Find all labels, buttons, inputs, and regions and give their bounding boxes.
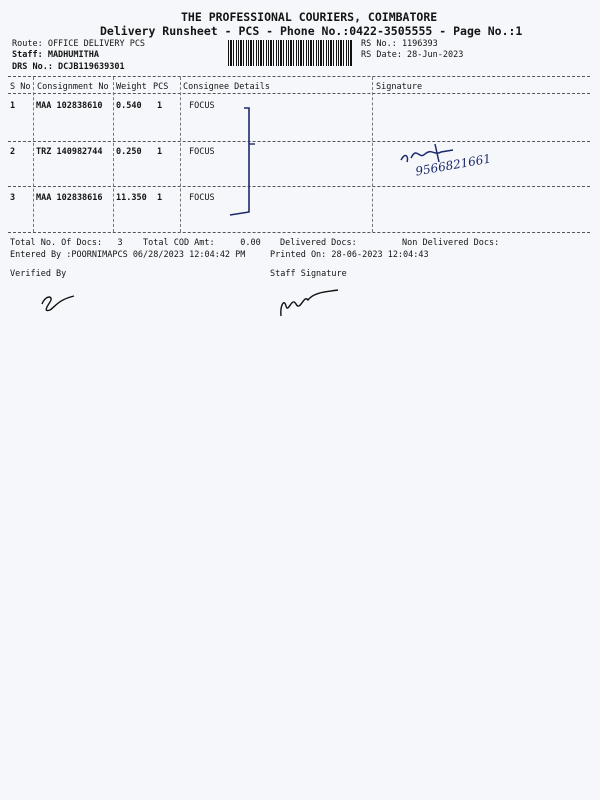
- table-top-rule: [8, 76, 590, 77]
- rs-number: RS No.: 1196393: [361, 39, 438, 49]
- row-weight: 0.250: [116, 147, 142, 157]
- col-header-sno: S No: [10, 82, 31, 92]
- staff-label: Staff: MADHUMITHA: [12, 50, 99, 60]
- row-sno: 3: [10, 193, 16, 203]
- barcode: [228, 40, 352, 66]
- row-pcs: 1: [157, 147, 163, 157]
- row-consignee: FOCUS: [189, 147, 215, 157]
- total-cod: Total COD Amt: 0.00: [143, 238, 261, 248]
- company-title: THE PROFESSIONAL COURIERS, COIMBATORE: [181, 10, 438, 24]
- handwritten-bracket: [222, 100, 262, 220]
- col-header-consignee: Consignee Details: [183, 82, 270, 92]
- verifier-signature: [38, 290, 82, 316]
- delivered-docs: Delivered Docs:: [280, 238, 357, 248]
- row-weight: 0.540: [116, 101, 142, 111]
- runsheet-title: Delivery Runsheet - PCS - Phone No.:0422-3505555 - Page No.:1: [100, 24, 523, 38]
- printed-on: Printed On: 28-06-2023 12:04:43: [270, 250, 429, 260]
- table-header-rule: [8, 93, 590, 94]
- col-header-weight: Weight: [116, 82, 147, 92]
- col-header-consignment: Consignment No: [37, 82, 109, 92]
- row-sno: 1: [10, 101, 16, 111]
- non-delivered-docs: Non Delivered Docs:: [402, 238, 500, 248]
- column-divider: [113, 77, 114, 232]
- column-divider: [372, 77, 373, 232]
- row-weight: 11.350: [116, 193, 147, 203]
- table-bottom-rule: [8, 232, 590, 233]
- row-consignee: FOCUS: [189, 193, 215, 203]
- row-consignment: MAA 102838616: [36, 193, 103, 203]
- staff-signature: [278, 284, 342, 320]
- row-consignment: TRZ 140982744: [36, 147, 103, 157]
- route-label: Route: OFFICE DELIVERY PCS: [12, 39, 146, 49]
- verified-by-label: Verified By: [10, 269, 67, 279]
- entered-by: Entered By :POORNIMAPCS 06/28/2023 12:04:42 PM: [10, 250, 246, 260]
- column-divider: [180, 77, 181, 232]
- rs-date: RS Date: 28-Jun-2023: [361, 50, 464, 60]
- row-consignee: FOCUS: [189, 101, 215, 111]
- col-header-signature: Signature: [376, 82, 423, 92]
- row-pcs: 1: [157, 101, 163, 111]
- row-sno: 2: [10, 147, 16, 157]
- row-pcs: 1: [157, 193, 163, 203]
- row-consignment: MAA 102838610: [36, 101, 103, 111]
- staff-signature-label: Staff Signature: [270, 269, 347, 279]
- total-docs: Total No. Of Docs: 3: [10, 238, 123, 248]
- column-divider: [33, 77, 34, 232]
- drs-number: DRS No.: DCJB119639301: [12, 62, 125, 72]
- col-header-pcs: PCS: [153, 82, 169, 92]
- handwritten-phone: 9566821661: [414, 151, 492, 179]
